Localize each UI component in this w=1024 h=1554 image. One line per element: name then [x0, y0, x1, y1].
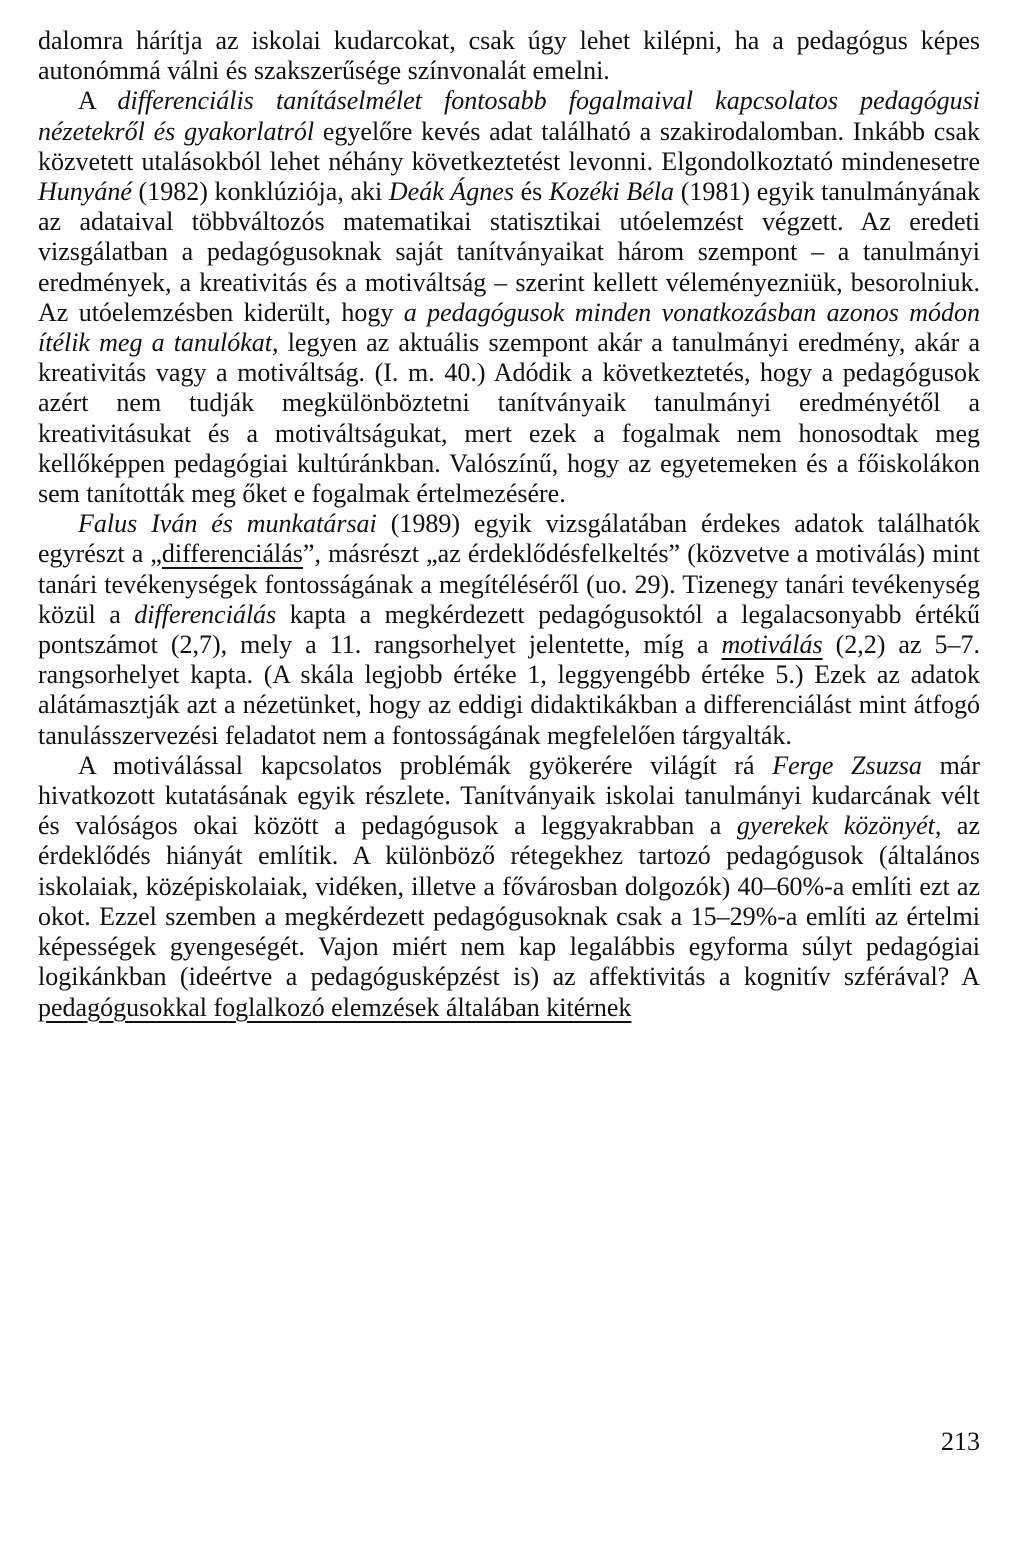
text-run: a pedagógusok minden vonatkozásban azonos módon ítélik meg a tanulókat,	[38, 297, 980, 358]
text-run: Kozéki Béla	[548, 177, 675, 207]
text-run: dalomra hárítja az iskolai kudarcokat, csak úgy lehet kilépni, ha a pedagógus képes autonómmá válni és szakszerűsége színvonalát emelni.	[38, 26, 980, 86]
text-run: ”, másrészt „az érdeklődésfelkeltés” (közvetve a motiválás) mint tanári tevékenységek fontosságának a megítéléséről (uo. 29). Tizenegy tanári tevékenység közül a	[38, 539, 980, 629]
text-run: (1981) egyik tanulmányának az adataival többváltozós matematikai statisztikai utóelemzést végzett. Az eredeti vizsgálatban a pedagógusoknak saját tanítványaikat három szempont – a tanulmányi eredmények, a kreativitás és a motiváltság – szerint kellett véleményezniük, besorolniuk. Az utóelemzésben kiderült, hogy	[38, 177, 980, 327]
text-run: és	[513, 177, 549, 207]
text-run: differenciálás	[134, 599, 277, 629]
text-run: Deák Ágnes	[388, 177, 514, 207]
book-page	[38, 26, 980, 1023]
paragraph	[38, 26, 980, 86]
paragraph	[38, 86, 980, 509]
text-run: motiválás	[721, 630, 823, 660]
page-number: 213	[941, 1427, 980, 1456]
text-run: legyen az aktuális szempont akár a tanulmányi eredmény, akár a kreativitás vagy a motiváltság. (I. m. 40.) Adódik a következtetés, hogy a pedagógusok azért nem tudják megkülönböztetni tanítványaik tanulmányi eredményétől a kreativitásukat és a motiváltságukat, mert ezek a fogalmak nem honosodtak meg kellőképpen pedagógiai kultúránkban. Valószínű, hogy az egyetemeken és a főiskolákon sem tanították meg őket e fogalmak értelmezésére.	[38, 328, 980, 509]
text-run: (1989) egyik vizsgálatában érdekes adatok találhatók egyrészt a „	[38, 509, 980, 569]
paragraph	[38, 751, 980, 1023]
text-run: (2,2) az 5–7. rangsorhelyet kapta. (A skála legjobb értéke 1, leggyengébb értéke 5.) Ezek az adatok alátámasztják azt a nézetünket, hogy az eddigi didaktikákban a differenciálást mint átfogó tanulásszervezési feladatot nem a fontosságának megfelelően tárgyalták.	[38, 630, 980, 750]
text-run: differenciálás	[161, 539, 303, 569]
text-run: pedagógusokkal foglalkozó elemzések általában kitérnek	[38, 992, 632, 1022]
text-run: Falus Iván és munkatársai	[78, 509, 377, 539]
text-run: Ferge Zsuzsa	[772, 750, 922, 780]
text-run: az érdeklődés hiányát említik. A különböző rétegekhez tartozó pedagógusok (általános iskolaiak, középiskolaiak, vidéken, illetve a fővárosban dolgozók) 40–60%-a említi ezt az okot. Ezzel szemben a megkérdezett pedagógusoknak csak a 15–29%-a említi az értelmi képességek gyengeségét. Vajon miért nem kap legalábbis egyforma súlyt pedagógiai logikánkban (ideértve a pedagógusképzést is) az affektivitás a kognitív szférával? A	[38, 811, 981, 992]
text-run: (1982) konklúziója, aki	[131, 177, 389, 207]
text-run: A	[78, 86, 118, 116]
text-run: már hivatkozott kutatásának egyik részlete. Tanítványaik iskolai tanulmányi kudarcának vélt és valóságos okai között a pedagógusok a leggyakrabban a	[38, 750, 981, 841]
text-run: Hunyáné	[38, 177, 132, 207]
text-run: gyerekek közönyét,	[736, 811, 942, 841]
text-run: A motiválással kapcsolatos problémák gyökerére világít rá	[78, 750, 773, 780]
text-run: kapta a megkérdezett pedagógusoktól a legalacsonyabb értékű pontszámot (2,7), mely a 11. rangsorhelyet jelentette, míg a	[38, 599, 980, 660]
paragraph	[38, 509, 980, 751]
text-run: differenciális tanításelmélet fontosabb fogalmaival kapcsolatos pedagógusi nézetekről és gyakorlatról	[38, 86, 981, 146]
text-run: egyelőre kevés adat található a szakirodalomban. Inkább csak közvetett utalásokból lehet néhány következtetést levonni. Elgondolkoztató mindenesetre	[38, 116, 980, 176]
